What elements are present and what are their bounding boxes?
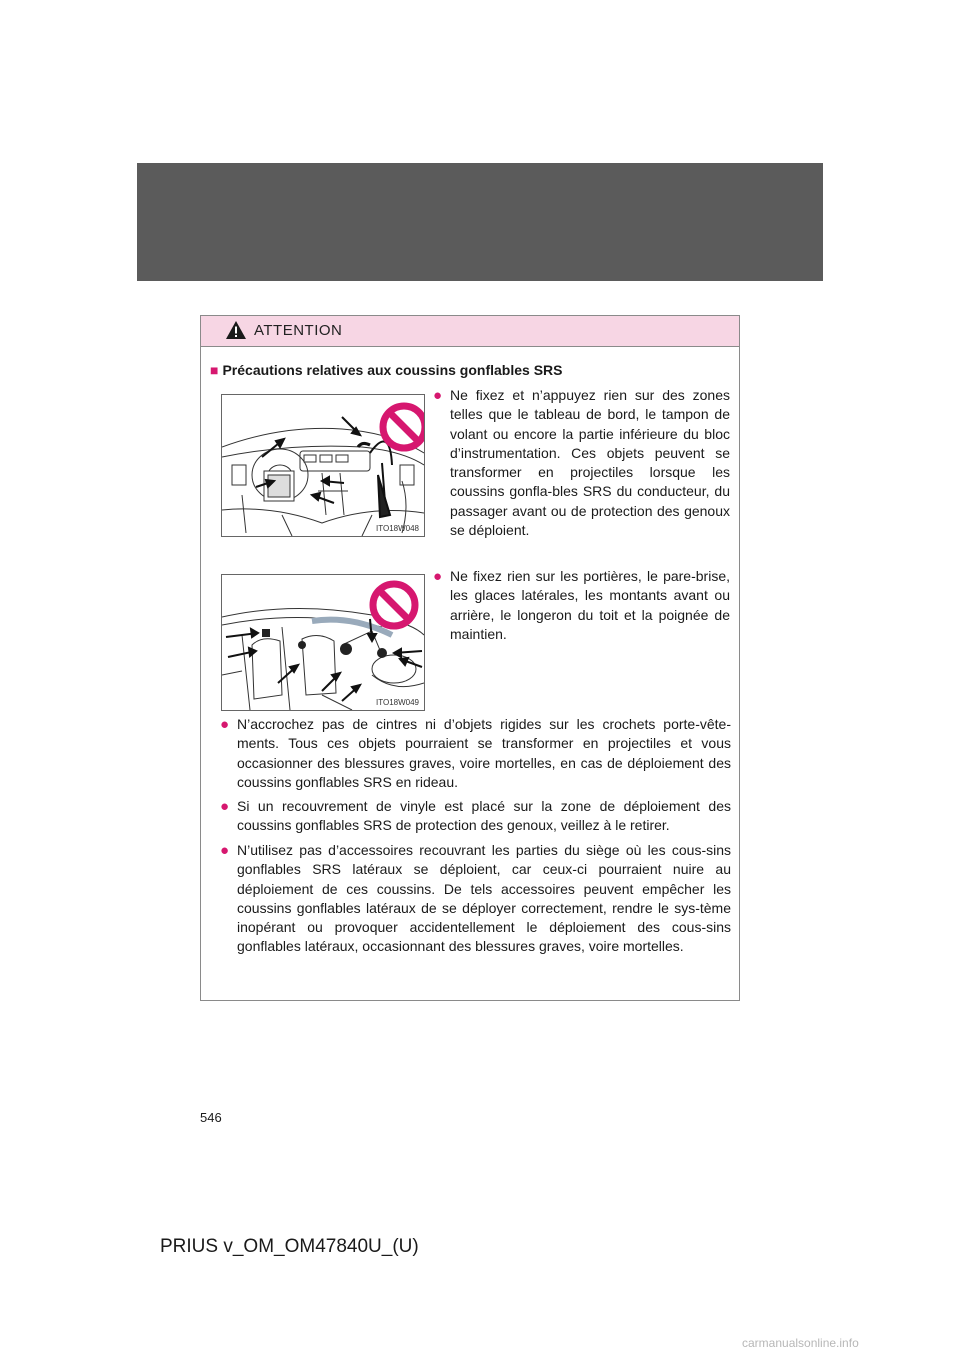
bullet-item <box>220 841 731 957</box>
bullet-marker: ● <box>433 387 443 404</box>
dashboard-illustration <box>222 395 424 536</box>
cabin-illustration <box>222 575 424 710</box>
prohibited-sign-icon <box>383 406 424 448</box>
bullet-text: Ne fixez rien sur les portières, le pare-brise, les glaces latérales, les montants avant ou arrière, le longeron du toit et la poignée de maintien. <box>450 568 730 642</box>
bullet-item <box>433 386 730 540</box>
bullet-marker: ● <box>220 716 230 733</box>
attention-header <box>201 316 739 347</box>
bullet-marker: ● <box>220 798 230 815</box>
figure-id: ITO18W049 <box>376 698 419 707</box>
bullet-item <box>220 715 731 792</box>
chapter-header-band <box>137 163 823 281</box>
attention-box <box>200 315 740 1001</box>
figure-id: ITO18W048 <box>376 524 419 533</box>
bullet-marker: ● <box>433 568 443 585</box>
bullet-item <box>220 797 731 836</box>
section-marker: ■ <box>210 362 219 378</box>
watermark-link[interactable]: carmanualsonline.info <box>742 1336 859 1350</box>
bullet-text: Ne fixez et n’appuyez rien sur des zones telles que le tableau de bord, le tampon de volant ou encore la partie inférieure du bloc d’instrumentation. Ces objets peuvent se transformer en projectiles lorsque les coussins gonfla-bles SRS du conducteur, du passager avant ou de protection des genoux se déploient. <box>450 387 730 539</box>
section-heading <box>210 362 562 378</box>
warning-triangle-icon <box>225 320 247 340</box>
bullet-item <box>433 567 730 644</box>
bullet-text: N’utilisez pas d’accessoires recouvrant les parties du siège où les cous-sins gonflables SRS latéraux se déploient, car ceux-ci pourraient nuire au déploiement de ces coussins. De tels accessoires peuvent empêcher les coussins gonflables latéraux de se déployer correctement, rendre le sys-tème inopérant ou provoquer accidentellement le déploiement des cous-sins gonflables latéraux, occasionnant des blessures graves, voire mortelles. <box>237 842 731 955</box>
document-code: PRIUS v_OM_OM47840U_(U) <box>160 1236 419 1257</box>
bullet-marker: ● <box>220 842 230 859</box>
prohibited-sign-icon <box>373 584 415 626</box>
figure-cabin <box>221 574 425 711</box>
page-number: 546 <box>200 1110 222 1125</box>
bullet-text: Si un recouvrement de vinyle est placé sur la zone de déploiement des coussins gonflables SRS de protection des genoux, veillez à le retirer. <box>237 798 731 834</box>
attention-title: ATTENTION <box>254 322 343 339</box>
figure-dashboard <box>221 394 425 537</box>
bullet-text: N’accrochez pas de cintres ni d’objets rigides sur les crochets porte-vête-ments. Tous ces objets pourraient se transformer en projectiles et vous occasionner des blessures graves, voire mortelles, en cas de déploiement des coussins gonflables SRS en rideau. <box>237 716 731 790</box>
section-heading-text: Précautions relatives aux coussins gonflables SRS <box>222 362 563 378</box>
